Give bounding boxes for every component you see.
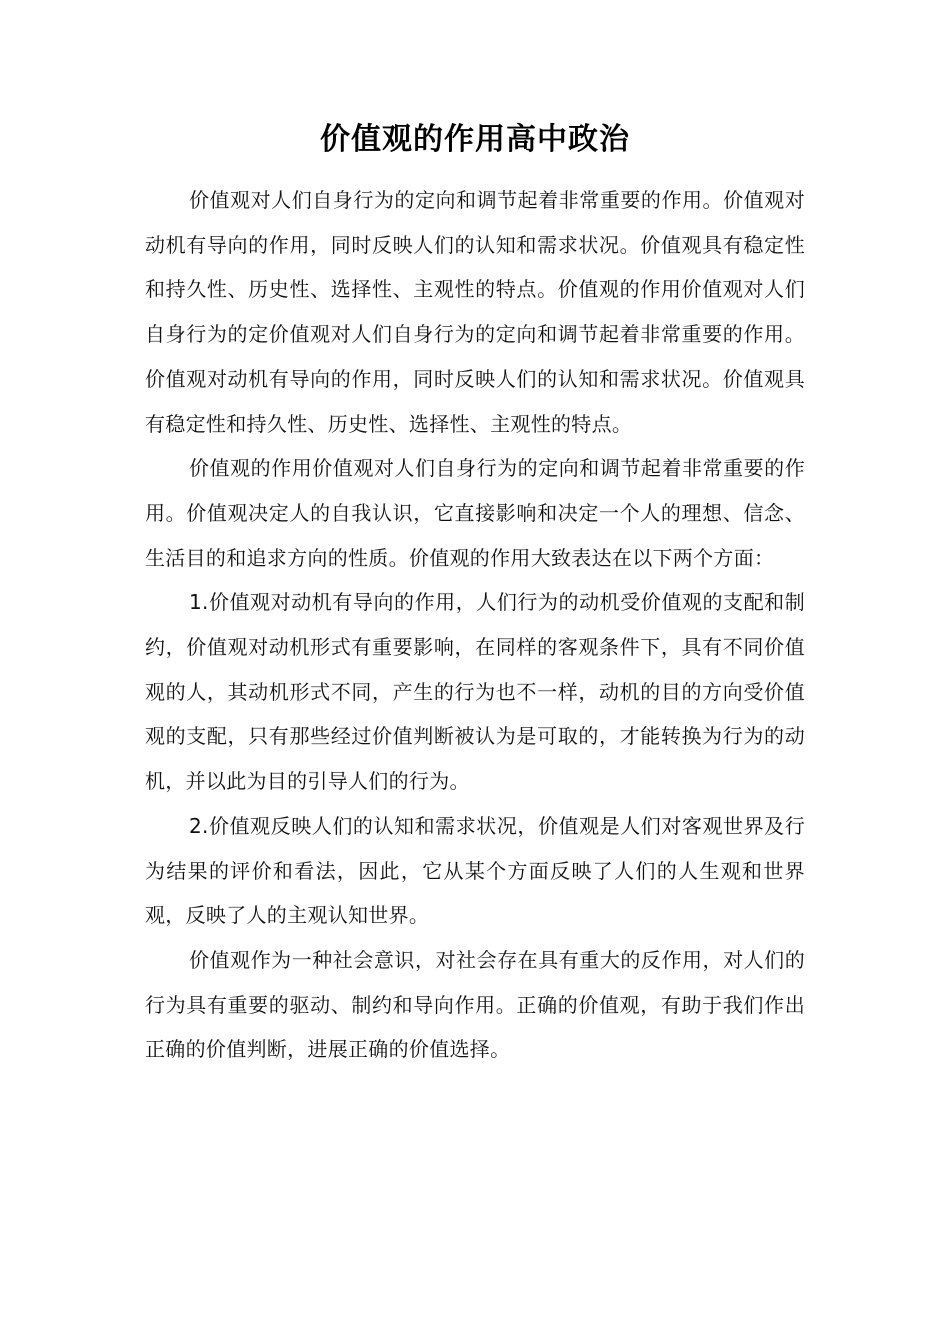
document-title: 价值观的作用高中政治 [320,122,630,157]
paragraph-3: 1.价值观对动机有导向的作用，人们行为的动机受价值观的支配和制约，价值观对动机形式有重要影响，在同样的客观条件下，具有不同价值观的人，其动机形式不同，产生的行为也不一样，动机的目的方向受价值观的支配，只有那些经过价值判断被认为是可取的，才能转换为行为的动机，并以此为目的引导人们的行为。 [145,590,805,794]
paragraph-2: 价值观的作用价值观对人们自身行为的定向和调节起着非常重要的作用。价值观决定人的自我认识，它直接影响和决定一个人的理想、信念、生活目的和追求方向的性质。价值观的作用大致表达在以下两个方面： [145,456,805,570]
paragraph-5: 价值观作为一种社会意识，对社会存在具有重大的反作用，对人们的行为具有重要的驱动、制约和导向作用。正确的价值观，有助于我们作出正确的价值判断，进展正确的价值选择。 [145,947,805,1062]
document-body [145,178,805,1072]
paragraph-1: 价值观对人们自身行为的定向和调节起着非常重要的作用。价值观对动机有导向的作用，同时反映人们的认知和需求状况。价值观具有稳定性和持久性、历史性、选择性、主观性的特点。价值观的作用价值观对人们自身行为的定价值观对人们自身行为的定向和调节起着非常重要的作用。价值观对动机有导向的作用，同时反映人们的认知和需求状况。价值观具有稳定性和持久性、历史性、选择性、主观性的特点。 [145,188,805,436]
paragraph-4: 2.价值观反映人们的认知和需求状况，价值观是人们对客观世界及行为结果的评价和看法，因此，它从某个方面反映了人们的人生观和世界观，反映了人的主观认知世界。 [145,813,805,928]
